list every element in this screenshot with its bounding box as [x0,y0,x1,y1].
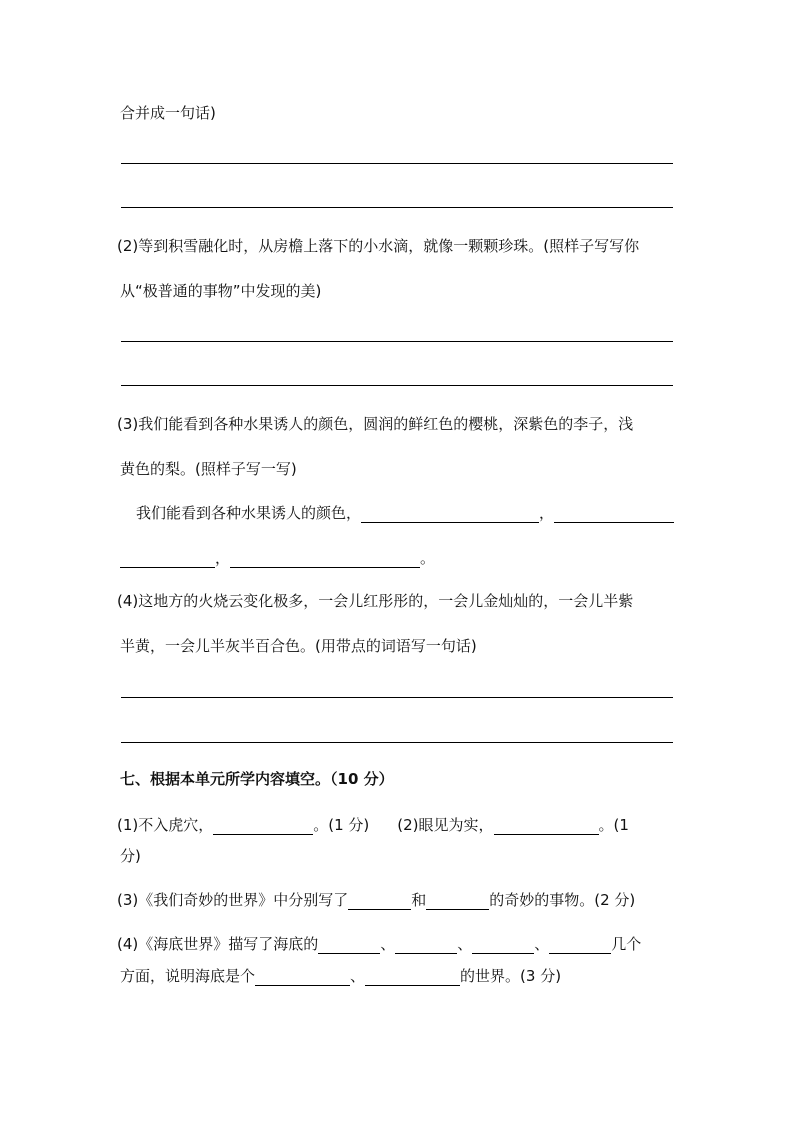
comma-text: ， [215,549,231,567]
q6-item2-line2: 从“极普通的事物”中发现的美) [120,282,322,300]
q7-item3-and: 和 [411,891,427,909]
answer-line[interactable] [121,207,673,208]
answer-line[interactable] [121,742,673,743]
q7-item3-tail: 的奇妙的事物。(2 分) [489,891,636,909]
q7-item4-prompt: (4)《海底世界》描写了海底的 [117,935,319,953]
blank[interactable] [554,506,674,523]
q7-item2-score-tail: 分) [120,847,141,865]
blank[interactable] [230,551,420,568]
period-text: 。 [420,549,436,567]
fill-lead-text: 我们能看到各种水果诱人的颜色， [136,504,362,522]
q7-item4-line2-prompt: 方面，说明海底是个 [120,967,256,985]
comma-text: ， [539,504,555,522]
dun-text: 、 [380,935,396,953]
blank[interactable] [120,551,215,568]
q6-item3-fill-row1 [136,503,674,523]
q7-item4-row1 [117,934,641,954]
q6-item1-tail: 合并成一句话) [120,104,216,122]
blank[interactable] [361,506,539,523]
q6-item3-fill-row2 [120,548,435,568]
blank[interactable] [494,818,599,835]
blank[interactable] [549,937,611,954]
q6-item3-line1: (3)我们能看到各种水果诱人的颜色，圆润的鲜红色的樱桃，深紫色的李子，浅 [117,415,634,433]
q7-item4-tail: 的世界。(3 分) [460,967,562,985]
q7-item4-suffix: 几个 [611,935,642,953]
dun-text: 、 [350,967,366,985]
blank[interactable] [255,969,350,986]
blank[interactable] [395,937,457,954]
q7-item1-2-row [117,815,629,835]
q6-item3-line2: 黄色的梨。(照样子写一写) [120,460,297,478]
blank[interactable] [365,969,460,986]
q6-item2-line1: (2)等到积雪融化时，从房檐上落下的小水滴，就像一颗颗珍珠。(照样子写写你 [117,237,640,255]
q7-item3-row [117,890,635,910]
answer-line[interactable] [121,341,673,342]
dun-text: 、 [534,935,550,953]
q7-heading: 七、根据本单元所学内容填空。（10 分） [120,770,394,788]
q7-item2-score: 。(1 [598,816,629,834]
answer-line[interactable] [121,163,673,164]
dun-text: 、 [457,935,473,953]
blank[interactable] [348,893,411,910]
q6-item4-line1: (4)这地方的火烧云变化极多，一会儿红彤彤的，一会儿金灿灿的，一会儿半紫 [117,592,634,610]
q6-item4-line2: 半黄，一会儿半灰半百合色。(用带点的词语写一句话) [120,637,477,655]
q7-item4-row2 [120,966,561,986]
answer-line[interactable] [121,697,673,698]
q7-item2-prompt: (2)眼见为实， [397,816,494,834]
q7-item1-prompt: (1)不入虎穴， [117,816,214,834]
q7-item1-score: 。(1 分) [313,816,370,834]
blank[interactable] [318,937,380,954]
blank[interactable] [213,818,313,835]
answer-line[interactable] [121,385,673,386]
blank[interactable] [472,937,534,954]
blank[interactable] [426,893,489,910]
q7-item3-prompt: (3)《我们奇妙的世界》中分别写了 [117,891,349,909]
